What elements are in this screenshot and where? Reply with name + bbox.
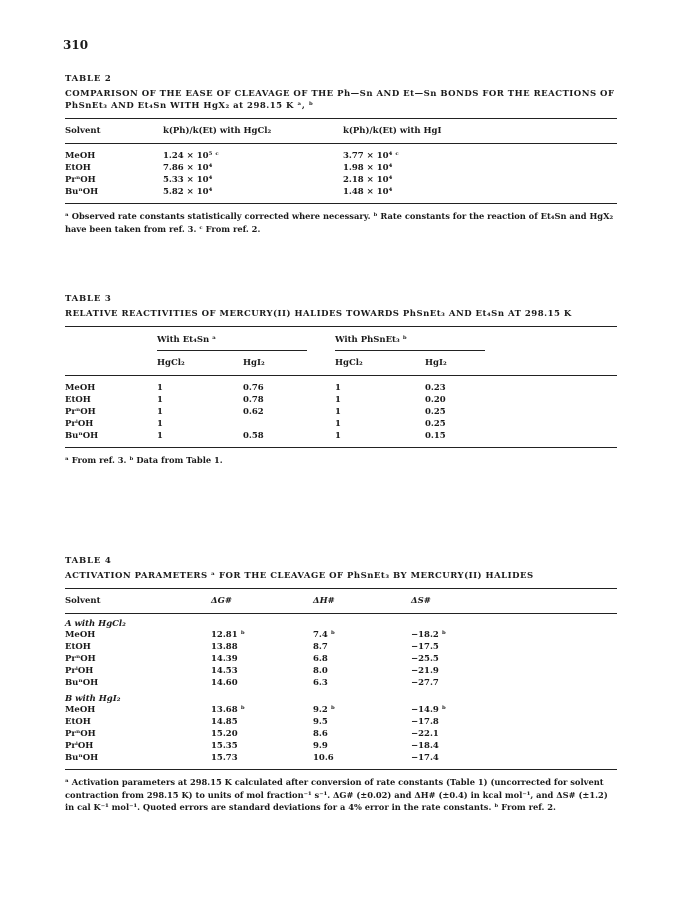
table-cell: 9.9 [313, 741, 328, 751]
table-cell [243, 418, 335, 430]
table-3-footnote: ᵃ From ref. 3. ᵇ Data from Table 1. [65, 455, 223, 465]
table-cell: −21.9 [411, 666, 439, 676]
table-cell: 1 [157, 383, 163, 393]
column-header: k(Ph)/k(Et) with HgCl₂ [163, 126, 272, 136]
table-cell: 6.8 [313, 654, 328, 664]
section-heading-b [65, 689, 617, 704]
table-cell: 15.35 [211, 741, 238, 751]
group-header: With Et₄Sn ᵃ [157, 335, 307, 351]
column-header: Solvent [65, 596, 101, 606]
table-2-header-row [65, 119, 617, 144]
column-header: ΔS# [411, 596, 431, 606]
table-cell: 0.15 [425, 431, 446, 441]
table-cell: 13.68 ᵇ [211, 705, 245, 715]
table-cell: 13.88 [211, 642, 238, 652]
column-header: HgCl₂ [157, 358, 185, 368]
table-cell: 1 [157, 395, 163, 405]
table-row [65, 394, 617, 406]
table-row [65, 740, 617, 752]
table-cell: −18.2 ᵇ [411, 630, 447, 640]
table-row [65, 376, 617, 395]
table-cell: −25.5 [411, 654, 439, 664]
table-3-group-header-row [65, 327, 617, 352]
table-cell: 1 [335, 395, 341, 405]
table-cell: −17.8 [411, 717, 439, 727]
table-cell: 0.62 [243, 407, 264, 417]
table-cell: BuⁿOH [65, 431, 99, 441]
section-label: B with HgI₂ [65, 694, 121, 704]
table-4-caption: ACTIVATION PARAMETERS ᵃ FOR THE CLEAVAGE OF PhSnEt₃ BY MERCURY(II) HALIDES [65, 571, 534, 581]
table-cell: PrⁱOH [65, 666, 94, 676]
table-row [65, 653, 617, 665]
table-cell: 0.20 [425, 395, 446, 405]
table-cell: 10.6 [313, 753, 334, 763]
table-cell: 0.23 [425, 383, 446, 393]
table-cell: MeOH [65, 383, 96, 393]
table-cell: 15.73 [211, 753, 238, 763]
table-cell: −17.5 [411, 642, 439, 652]
table-row [65, 430, 617, 448]
table-cell: 1 [157, 431, 163, 441]
table-cell: −14.9 ᵇ [411, 705, 447, 715]
table-cell: MeOH [65, 151, 96, 161]
table-2-grid [65, 118, 617, 204]
table-row [65, 641, 617, 653]
table-cell: 1 [335, 419, 341, 429]
table-row [65, 418, 617, 430]
table-3-caption: RELATIVE REACTIVITIES OF MERCURY(II) HALIDES TOWARDS PhSnEt₃ AND Et₄Sn AT 298.15 K [65, 309, 572, 319]
table-cell: PrⁿOH [65, 654, 96, 664]
table-cell: 3.77 × 10⁴ ᶜ [343, 151, 399, 161]
table-cell: 6.3 [313, 678, 328, 688]
table-cell: 2.18 × 10⁴ [343, 175, 393, 185]
table-cell: 1 [335, 407, 341, 417]
table-cell: 1 [157, 419, 163, 429]
table-cell: 0.78 [243, 395, 264, 405]
column-header: ΔH# [313, 596, 335, 606]
table-4-label: TABLE 4 [65, 556, 112, 566]
table-cell: 8.7 [313, 642, 328, 652]
table-row [65, 406, 617, 418]
table-cell: MeOH [65, 630, 96, 640]
table-2-label: TABLE 2 [65, 74, 112, 84]
table-cell: 9.5 [313, 717, 328, 727]
table-4-grid [65, 588, 617, 770]
table-cell: 0.25 [425, 419, 446, 429]
table-row [65, 716, 617, 728]
table-cell: 9.2 ᵇ [313, 705, 335, 715]
table-cell: −27.7 [411, 678, 439, 688]
table-cell: EtOH [65, 717, 91, 727]
table-4 [65, 556, 617, 814]
table-row [65, 186, 617, 204]
table-cell: 1 [335, 383, 341, 393]
table-row [65, 752, 617, 770]
table-cell: MeOH [65, 705, 96, 715]
column-header: HgCl₂ [335, 358, 363, 368]
section-heading-a [65, 614, 617, 630]
table-3 [65, 294, 617, 467]
table-row [65, 704, 617, 716]
table-cell: PrⁱOH [65, 741, 94, 751]
table-cell: 14.53 [211, 666, 238, 676]
table-cell: 0.76 [243, 383, 264, 393]
table-cell: 14.39 [211, 654, 238, 664]
group-header: With PhSnEt₃ ᵇ [335, 335, 485, 351]
table-cell: 12.81 ᵇ [211, 630, 245, 640]
table-cell: 1 [157, 407, 163, 417]
table-row [65, 677, 617, 689]
table-cell: PrⁿOH [65, 729, 96, 739]
table-cell: 7.4 ᵇ [313, 630, 335, 640]
table-row [65, 728, 617, 740]
table-cell: 8.0 [313, 666, 328, 676]
table-row [65, 629, 617, 641]
table-cell: 5.33 × 10⁴ [163, 175, 213, 185]
table-cell: 7.86 × 10⁴ [163, 163, 213, 173]
table-cell: 1.48 × 10⁴ [343, 187, 393, 197]
table-cell: 1.24 × 10⁵ ᶜ [163, 151, 219, 161]
table-cell: 15.20 [211, 729, 238, 739]
table-3-grid [65, 326, 617, 448]
table-cell: EtOH [65, 395, 91, 405]
table-cell: BuⁿOH [65, 187, 99, 197]
table-4-footnote: ᵃ Activation parameters at 298.15 K calculated after conversion of rate constants (Table 1) (uncorrected for solvent contraction from 298.15 K) to units of mol fraction⁻¹ s⁻¹. ΔG# (±0.02) and ΔH# (±0.4) in kcal mol⁻¹, and ΔS# (±1.2) in cal K⁻¹ mol⁻¹. Quoted errors are standard deviations for a 4% error in the rate constants. ᵇ From ref. 2. [65, 777, 608, 812]
table-cell: 5.82 × 10⁴ [163, 187, 213, 197]
table-cell: BuⁿOH [65, 753, 99, 763]
table-cell: −22.1 [411, 729, 439, 739]
table-cell: PrⁱOH [65, 419, 94, 429]
table-cell: 14.60 [211, 678, 238, 688]
table-cell: 0.25 [425, 407, 446, 417]
column-header: k(Ph)/k(Et) with HgI [343, 126, 442, 136]
table-cell: PrⁿOH [65, 175, 96, 185]
table-cell: 1 [335, 431, 341, 441]
table-cell: −17.4 [411, 753, 439, 763]
column-header: Solvent [65, 126, 101, 136]
table-cell: 8.6 [313, 729, 328, 739]
table-row [65, 162, 617, 174]
column-header: HgI₂ [243, 358, 265, 368]
table-cell: 0.58 [243, 431, 264, 441]
column-header: ΔG# [211, 596, 232, 606]
section-label: A with HgCl₂ [65, 619, 126, 629]
table-cell: 14.85 [211, 717, 238, 727]
page-number: 310 [63, 38, 89, 52]
column-header: HgI₂ [425, 358, 447, 368]
table-4-header-row [65, 589, 617, 614]
table-cell: 1.98 × 10⁴ [343, 163, 393, 173]
table-2 [65, 74, 617, 235]
table-2-footnote: ᵃ Observed rate constants statistically corrected where necessary. ᵇ Rate constants for the reaction of Et₄Sn and HgX₂ have been taken from ref. 3. ᶜ From ref. 2. [65, 211, 614, 234]
table-cell: PrⁿOH [65, 407, 96, 417]
table-row [65, 665, 617, 677]
table-cell: EtOH [65, 163, 91, 173]
table-2-caption: COMPARISON OF THE EASE OF CLEAVAGE OF THE Ph—Sn AND Et—Sn BONDS FOR THE REACTIONS OF PhSnEt₃ AND Et₄Sn WITH HgX₂ at 298.15 K ᵃ, ᵇ [65, 89, 615, 111]
table-row [65, 174, 617, 186]
table-cell: −18.4 [411, 741, 439, 751]
table-row [65, 144, 617, 163]
table-cell: EtOH [65, 642, 91, 652]
table-cell: BuⁿOH [65, 678, 99, 688]
table-3-subheader-row [65, 351, 617, 376]
table-3-label: TABLE 3 [65, 294, 112, 304]
